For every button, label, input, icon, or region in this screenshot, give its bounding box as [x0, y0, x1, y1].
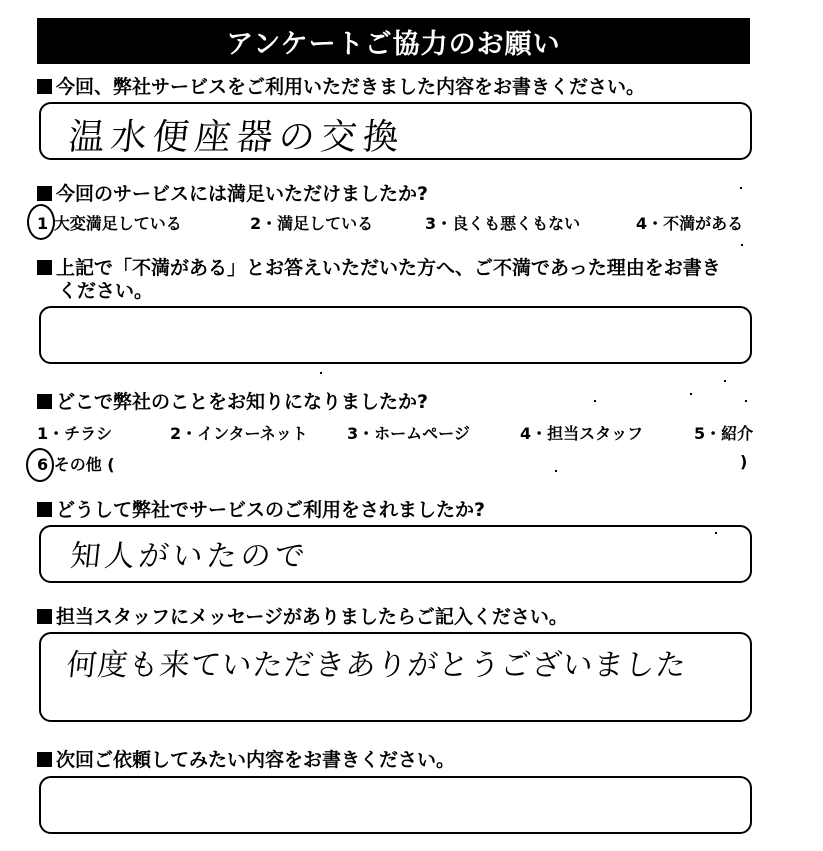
question-1 — [37, 72, 645, 99]
answer-6-handwriting: 何度も来ていただきありがとうございました — [64, 648, 689, 683]
question-3-text-line2: ください。 — [58, 280, 154, 302]
q2-option-1[interactable]: 1 大変満足している — [37, 214, 182, 233]
q2-option-2[interactable]: 2・満足している — [250, 214, 374, 233]
q2-option-4[interactable]: 4・不満がある — [636, 214, 744, 233]
question-2 — [37, 179, 428, 206]
q4-option-2[interactable]: 2・インターネット — [170, 424, 308, 443]
scan-speck — [740, 187, 742, 189]
answer-box-7[interactable] — [39, 776, 752, 834]
question-3-text-line1: 上記で「不満がある」とお答えいただいた方へ、ご不満であった理由をお書き — [56, 257, 721, 279]
scan-speck — [741, 244, 743, 246]
answer-box-3[interactable] — [39, 306, 752, 364]
question-4 — [37, 387, 428, 414]
square-bullet-icon — [37, 394, 52, 409]
square-bullet-icon — [37, 752, 52, 767]
scan-speck — [594, 400, 596, 402]
square-bullet-icon — [37, 79, 52, 94]
square-bullet-icon — [37, 186, 52, 201]
question-6 — [37, 602, 568, 629]
answer-box-1[interactable] — [39, 102, 752, 160]
q4-option-6-other[interactable]: 6 その他 ( — [37, 455, 115, 474]
scan-speck — [715, 532, 717, 534]
question-1-text: 今回、弊社サービスをご利用いただきました内容をお書きください。 — [56, 76, 646, 98]
question-6-text: 担当スタッフにメッセージがありましたらご記入ください。 — [56, 606, 568, 628]
scan-speck — [724, 380, 726, 382]
selected-circle-mark — [27, 204, 55, 240]
q4-option-4[interactable]: 4・担当スタッフ — [520, 424, 644, 443]
question-7 — [37, 745, 455, 772]
q4-option-3[interactable]: 3・ホームページ — [347, 424, 470, 443]
question-5-text: どうして弊社でサービスのご利用をされましたか? — [56, 499, 486, 521]
scan-speck — [745, 400, 747, 402]
q4-option-5[interactable]: 5・紹介 — [694, 424, 754, 443]
q4-option-1[interactable]: 1・チラシ — [37, 424, 113, 443]
square-bullet-icon — [37, 502, 52, 517]
question-7-text: 次回ご依頼してみたい内容をお書きください。 — [56, 749, 456, 771]
scan-speck — [320, 372, 322, 374]
answer-box-5[interactable] — [39, 525, 752, 583]
selected-circle-mark — [26, 448, 54, 482]
q2-option-3[interactable]: 3・良くも悪くもない — [425, 214, 581, 233]
square-bullet-icon — [37, 260, 52, 275]
scan-speck — [555, 470, 557, 472]
answer-box-6[interactable] — [39, 632, 752, 722]
question-4-text: どこで弊社のことをお知りになりましたか? — [56, 391, 429, 413]
answer-1-handwriting: 温水便座器の交換 — [66, 117, 407, 158]
q4-other-close-paren: ) — [740, 452, 748, 471]
answer-5-handwriting: 知人がいたので — [68, 539, 311, 574]
scan-speck — [690, 393, 692, 395]
question-2-text: 今回のサービスには満足いただけましたか? — [56, 183, 429, 205]
square-bullet-icon — [37, 609, 52, 624]
question-5 — [37, 495, 485, 522]
survey-title: アンケートご協力のお願い — [37, 18, 750, 64]
